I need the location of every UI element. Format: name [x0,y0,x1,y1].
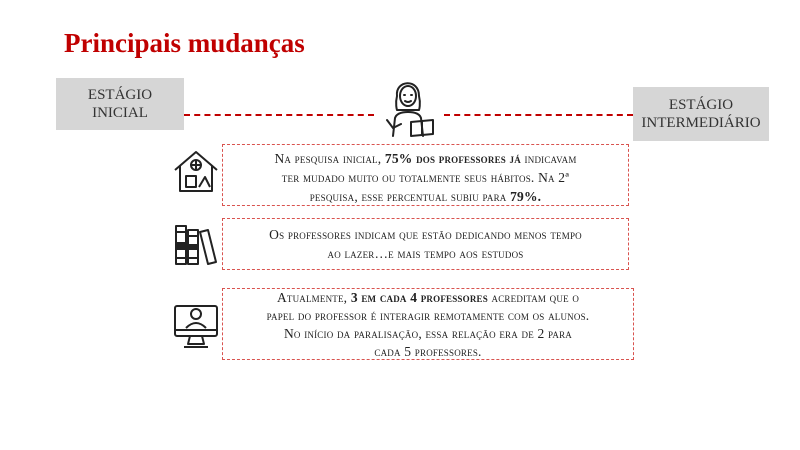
stage-initial-line2: INICIAL [92,105,148,121]
teacher-reading-icon [373,70,443,140]
page-title: Principais mudanças [64,28,305,58]
info-line [233,343,623,361]
info-line [233,325,623,343]
highlight-text: 79%. [510,189,542,204]
info-box-leisure [222,218,629,270]
home-study-icon [172,148,220,194]
books-icon [172,220,220,268]
info-text: indicavam [520,151,577,166]
stage-intermediate [633,87,769,141]
info-box-habits [222,144,629,206]
stage-initial [56,78,184,130]
info-line [233,289,623,307]
info-text: pesquisa, esse percentual subiu para [309,189,511,204]
timeline-dash-right [444,114,633,116]
info-text: No início da paralisação, essa relação era de 2 para [283,326,572,341]
stage-initial-line1: ESTÁGIO [87,87,153,103]
info-text: papel do professor é interagir remotamente com os alunos. [266,308,590,323]
timeline-dash-left [184,114,374,116]
stage-intermediate-line1: ESTÁGIO [668,97,734,113]
highlight-text: 75% dos professores já [384,151,521,166]
info-box-remote [222,288,634,360]
info-text: ao lazer…e mais tempo aos estudos [327,246,524,261]
info-line [233,168,618,187]
info-text: cada 5 professores. [374,344,482,359]
info-text: ter mudado muito ou totalmente seus hábitos. Na 2ª [281,170,570,185]
info-line [233,307,623,325]
info-text: Atualmente, [276,290,351,305]
info-line [233,149,618,168]
info-line [233,225,618,244]
info-text: Os professores indicam que estão dedicando menos tempo [269,227,582,242]
info-text: Na pesquisa inicial, [274,151,385,166]
info-line [233,244,618,263]
info-text: acreditam que o [487,290,580,305]
online-teaching-icon [172,300,220,350]
highlight-text: 3 em cada 4 professores [350,290,488,305]
stage-intermediate-line2: INTERMEDIÁRIO [641,115,761,131]
info-line [233,187,618,206]
